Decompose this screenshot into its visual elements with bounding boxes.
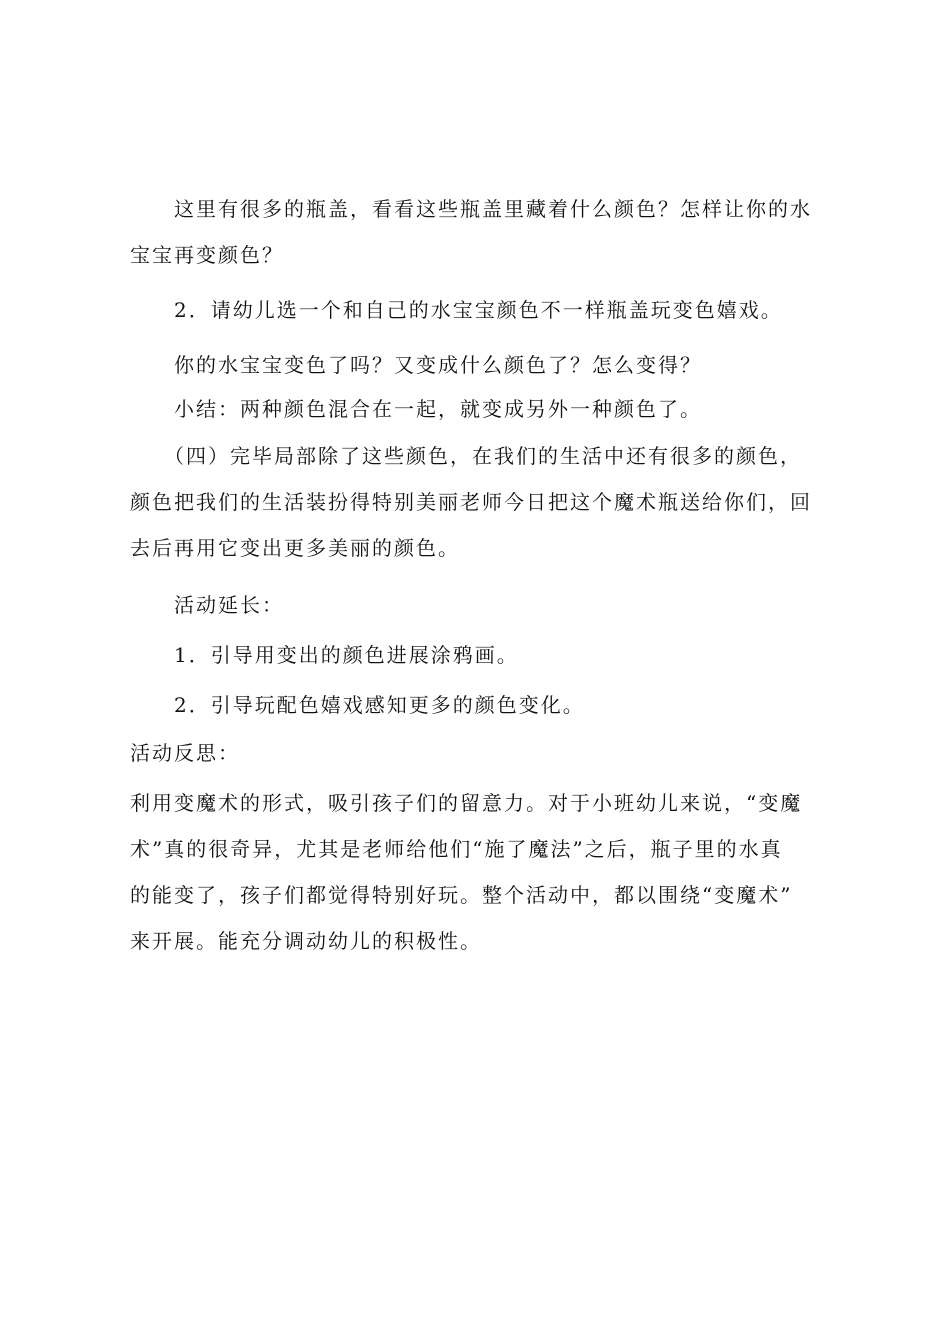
document-body-2 — [130, 287, 830, 333]
paragraph-question: 你的水宝宝变色了吗？又变成什么颜色了？怎么变得？ — [174, 353, 702, 377]
paragraph-extension-1: 1．引导用变出的颜色进展涂鸦画。 — [174, 643, 519, 667]
paragraph-bottle-caps-line-2: 宝宝再变颜色？ — [130, 243, 284, 267]
document-body-4 — [130, 386, 830, 432]
document-body-6 — [130, 582, 830, 628]
paragraph-reflection-line-2: 术”真的很奇异，尤其是老师给他们“施了魔法”之后，瓶子里的水真 — [130, 837, 783, 861]
paragraph-section-4-line-1: （四）完毕局部除了这些颜色，在我们的生活中还有很多的颜色， — [164, 444, 802, 468]
document-body-10 — [130, 780, 830, 964]
heading-activity-extension: 活动延长： — [174, 593, 284, 617]
document-body-3 — [130, 342, 830, 388]
paragraph-reflection-line-3: 的能变了，孩子们都觉得特别好玩。整个活动中，都以围绕“变魔术” — [130, 883, 793, 907]
document-body-7 — [130, 632, 830, 678]
document-body-5 — [130, 433, 830, 571]
paragraph-step-2: 2．请幼儿选一个和自己的水宝宝颜色不一样瓶盖玩变色嬉戏。 — [174, 298, 783, 322]
document-body — [130, 186, 830, 278]
paragraph-bottle-caps-line-1: 这里有很多的瓶盖，看看这些瓶盖里藏着什么颜色？怎样让你的水 — [174, 197, 812, 221]
document-body-8 — [130, 682, 830, 728]
heading-activity-reflection: 活动反思： — [130, 741, 240, 765]
paragraph-extension-2: 2．引导玩配色嬉戏感知更多的颜色变化。 — [174, 693, 585, 717]
paragraph-reflection-line-1: 利用变魔术的形式，吸引孩子们的留意力。对于小班幼儿来说，“变魔 — [130, 791, 803, 815]
paragraph-summary: 小结：两种颜色混合在一起，就变成另外一种颜色了。 — [174, 397, 702, 421]
paragraph-section-4-line-3: 去后再用它变出更多美丽的颜色。 — [130, 536, 460, 560]
document-body-9 — [130, 730, 830, 776]
paragraph-reflection-line-4: 来开展。能充分调动幼儿的积极性。 — [130, 929, 482, 953]
paragraph-section-4-line-2: 颜色把我们的生活装扮得特别美丽老师今日把这个魔术瓶送给你们，回 — [130, 490, 812, 514]
